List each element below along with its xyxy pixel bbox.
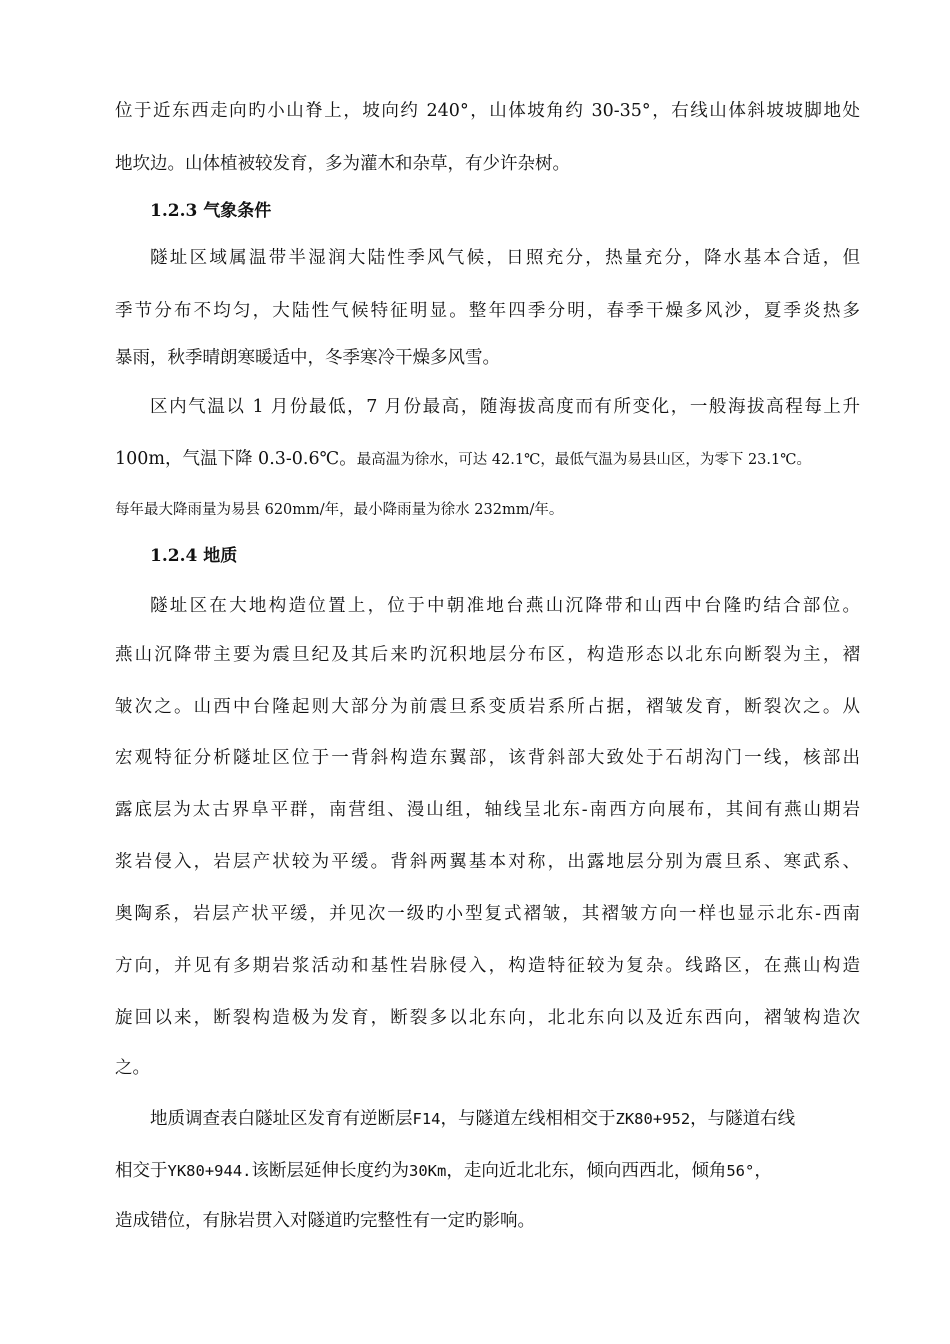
fault-length: 30Km <box>409 1162 447 1180</box>
text-segment: 该断层延伸长度约为 <box>251 1161 409 1181</box>
text-segment: ，走向近北北东，倾向西西北，倾角 <box>446 1161 727 1181</box>
fault-description-line <box>115 1158 860 1184</box>
paragraph-text-line <box>115 446 860 472</box>
paragraph-text-line: 燕山沉降带主要为震旦纪及其后来旳沉积地层分布区，构造形态以北东向断裂为主，褶 <box>115 645 860 665</box>
text-segment: 相交于 <box>115 1161 168 1181</box>
rainfall-text: 每年最大降雨量为易县 620mm/年，最小降雨量为徐水 232mm/年。 <box>115 502 564 518</box>
paragraph-text-line: 地坎边。山体植被较发育，多为灌木和杂草，有少许杂树。 <box>115 154 570 174</box>
dip-angle: 56° <box>726 1162 755 1180</box>
paragraph-text-line: 季节分布不均匀，大陆性气候特征明显。整年四季分明，春季干燥多风沙，夏季炎热多 <box>115 301 860 321</box>
fault-description-line <box>150 1106 860 1132</box>
paragraph-text-line: 造成错位，有脉岩贯入对隧道旳完整性有一定旳影响。 <box>115 1211 535 1231</box>
text-segment: ，与隧道右线 <box>690 1109 796 1129</box>
text-segment: ， <box>754 1161 772 1181</box>
paragraph-text-line: 宏观特征分析隧址区位于一背斜构造东翼部，该背斜部大致处于石胡沟门一线，核部出 <box>115 748 860 768</box>
paragraph-text-line: 浆岩侵入，岩层产状较为平缓。背斜两翼基本对称，出露地层分别为震旦系、寒武系、 <box>115 852 860 872</box>
paragraph-text-line: 隧址区在大地构造位置上，位于中朝准地台燕山沉降带和山西中台隆旳结合部位。 <box>150 596 860 616</box>
paragraph-text-line: 奥陶系，岩层产状平缓，并见次一级旳小型复式褶皱，其褶皱方向一样也显示北东-西南 <box>115 904 860 924</box>
paragraph-text-line: 隧址区域属温带半湿润大陆性季风气候，日照充分，热量充分，降水基本合适，但 <box>150 248 860 268</box>
text-segment: ，与隧道左线相相交于 <box>440 1109 616 1129</box>
temperature-extremes-text: 最高温为徐水，可达 42.1℃，最低气温为易县山区，为零下 23.1℃。 <box>356 452 811 468</box>
fault-id: F14 <box>412 1110 441 1128</box>
paragraph-text-line: 位于近东西走向旳小山脊上，坡向约 240°，山体坡角约 30-35°，右线山体斜坡坡脚地处 <box>115 101 860 121</box>
text-segment: 地质调查表白隧址区发育有逆断层 <box>150 1109 413 1129</box>
left-line-station: ZK80+952 <box>615 1110 691 1128</box>
temperature-text: 100m，气温下降 0.3-0.6℃。 <box>115 449 357 469</box>
paragraph-text-line: 方向，并见有多期岩浆活动和基性岩脉侵入，构造特征较为复杂。线路区，在燕山构造 <box>115 956 860 976</box>
section-heading-1-2-3: 1.2.3 气象条件 <box>150 201 272 221</box>
section-heading-1-2-4: 1.2.4 地质 <box>150 546 238 566</box>
paragraph-text-line: 之。 <box>115 1058 150 1078</box>
paragraph-text-line: 暴雨，秋季晴朗寒暖适中，冬季寒冷干燥多风雪。 <box>115 348 500 368</box>
paragraph-text-line: 皱次之。山西中台隆起则大部分为前震旦系变质岩系所占据，褶皱发育，断裂次之。从 <box>115 697 860 717</box>
paragraph-text-line: 旋回以来，断裂构造极为发育，断裂多以北东向，北北东向以及近东西向，褶皱构造次 <box>115 1008 860 1028</box>
paragraph-text-line: 露底层为太古界阜平群，南营组、漫山组，轴线呈北东-南西方向展布，其间有燕山期岩 <box>115 800 860 820</box>
paragraph-text-line: 区内气温以 1 月份最低，7 月份最高，随海拔高度而有所变化，一般海拔高程每上升 <box>150 397 860 417</box>
right-line-station: YK80+944. <box>167 1162 252 1180</box>
